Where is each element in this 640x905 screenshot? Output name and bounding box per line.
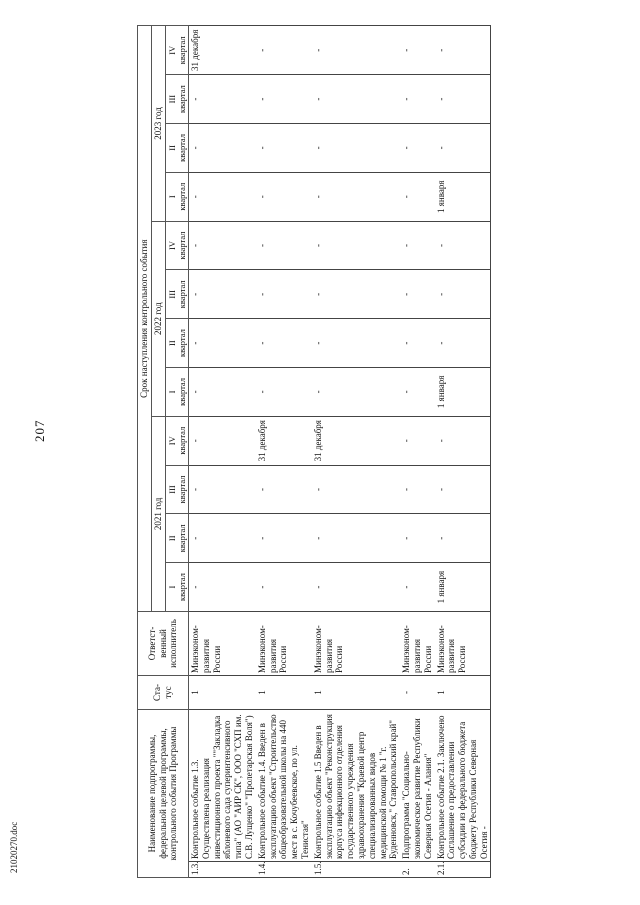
quarter-cell: - [435, 465, 491, 514]
row-number: 2.1. [435, 862, 491, 878]
quarter-word: квартал [176, 524, 187, 553]
file-name: 21020270.doc [9, 821, 19, 873]
quarter-number: IV [166, 241, 177, 250]
quarter-cell: - [312, 75, 400, 124]
quarter-cell: - [435, 221, 491, 270]
quarter-number: III [166, 485, 177, 494]
row-name: Контрольное событие 1.5 Введен в эксплуатацию объект "Реконструкция корпуса инфекционного отделения государственного учреждения здравоохранения "Краевой центр специализированных видов медицинской помощи № 1 "г. Буденновск," Ставропольский край" [312, 709, 400, 861]
quarter-cell: - [400, 514, 434, 563]
row-status: - [400, 675, 434, 709]
row-status: 1 [435, 675, 491, 709]
quarter-word: квартал [176, 377, 187, 406]
row-name: Подпрограмма "Социально-экономическое развитие Республики Северная Осетия - Алания" [400, 709, 434, 861]
quarter-cell: - [188, 172, 255, 221]
quarter-header [165, 124, 188, 173]
quarter-cell: - [400, 465, 434, 514]
header-name: Наименование подпрограммы, федеральной целевой программы, контрольного события Программы [138, 709, 189, 877]
quarter-cell: - [400, 319, 434, 368]
quarter-word: квартал [176, 231, 187, 260]
row-responsible: Минэконом-развития России [435, 611, 491, 675]
quarter-cell: - [188, 368, 255, 417]
control-events-table [137, 25, 491, 878]
quarter-header [165, 319, 188, 368]
quarter-cell: - [256, 75, 312, 124]
quarter-cell: - [400, 563, 434, 612]
quarter-header [165, 75, 188, 124]
table-row [312, 26, 400, 878]
quarter-header [165, 465, 188, 514]
quarter-cell: - [435, 416, 491, 465]
quarter-cell: - [256, 319, 312, 368]
header-term: Срок наступления контрольного события [138, 26, 152, 612]
row-responsible: Минэконом-развития России [188, 611, 255, 675]
quarter-number: IV [166, 436, 177, 446]
quarter-cell: - [256, 26, 312, 75]
quarter-cell: - [312, 465, 400, 514]
row-number: 1.5. [312, 862, 400, 878]
quarter-cell: - [312, 124, 400, 173]
quarter-number: II [166, 535, 177, 542]
quarter-number: I [166, 195, 177, 199]
quarter-cell: - [256, 563, 312, 612]
header-year-2023: 2023 год [151, 26, 165, 221]
quarter-cell: - [312, 514, 400, 563]
row-number: 1.4. [256, 862, 312, 878]
quarter-header [165, 563, 188, 612]
quarter-cell: - [188, 319, 255, 368]
row-name: Контрольное событие 1.4. Введен в эксплуатацию объект "Строительство общеобразовательной школы на 440 мест в с. Кочубеевское, по ул. Тенистая" [256, 709, 312, 861]
table-row [256, 26, 312, 878]
quarter-cell: - [256, 368, 312, 417]
table-body [188, 26, 491, 878]
quarter-cell: - [400, 416, 434, 465]
quarter-cell: - [400, 270, 434, 319]
quarter-cell: - [188, 124, 255, 173]
quarter-cell: - [188, 75, 255, 124]
quarter-cell: - [256, 172, 312, 221]
quarter-cell: - [435, 270, 491, 319]
quarter-cell: - [312, 270, 400, 319]
row-name: Контрольное событие 2.1. Заключено Соглашение о предоставлении субсидии из федерального бюджета бюджету Республики Северная Осетия - [435, 709, 491, 861]
quarter-cell: - [188, 270, 255, 319]
quarter-cell: - [312, 368, 400, 417]
quarter-cell: 31 декабря [188, 26, 255, 75]
quarter-header [165, 172, 188, 221]
quarter-cell: - [435, 124, 491, 173]
rotated-table-container [137, 26, 617, 878]
quarter-number: I [166, 390, 177, 394]
quarter-number: II [166, 340, 177, 346]
quarter-word: квартал [176, 85, 187, 114]
quarter-header [165, 368, 188, 417]
quarter-cell: - [400, 75, 434, 124]
quarter-cell: 1 января [435, 368, 491, 417]
header-year-2021: 2021 год [151, 416, 165, 611]
quarter-word: квартал [176, 280, 187, 309]
quarter-cell: - [188, 563, 255, 612]
table-row [188, 26, 255, 878]
quarter-cell: - [256, 124, 312, 173]
row-responsible: Минэконом-развития России [256, 611, 312, 675]
quarter-word: квартал [176, 133, 187, 162]
table-row [435, 26, 491, 878]
row-status: 1 [312, 675, 400, 709]
row-responsible: Минэконом-развития России [312, 611, 400, 675]
quarter-cell: - [188, 514, 255, 563]
quarter-cell: - [400, 368, 434, 417]
quarter-cell: - [435, 319, 491, 368]
quarter-cell: - [312, 319, 400, 368]
quarter-cell: - [188, 416, 255, 465]
row-number: 2. [400, 862, 434, 878]
row-status: 1 [256, 675, 312, 709]
quarter-cell: - [256, 270, 312, 319]
quarter-word: квартал [176, 475, 187, 504]
quarter-cell: 1 января [435, 563, 491, 612]
header-year-2022: 2022 год [151, 221, 165, 416]
row-name: Контрольное событие 1.3. Осуществлена реализация инвестиционного проекта ""Закладка яблоневого сада суперинтенсивного типа" (АО "АИР СК", ООО "СХП им. С.В. Лущенко" "Пролетарская Воля") [188, 709, 255, 861]
quarter-cell: - [256, 221, 312, 270]
quarter-header [165, 221, 188, 270]
quarter-number: III [166, 290, 177, 299]
quarter-cell: - [188, 221, 255, 270]
quarter-cell: - [312, 172, 400, 221]
quarter-header [165, 416, 188, 465]
table-row [400, 26, 434, 878]
quarter-word: квартал [176, 426, 187, 455]
row-responsible: Минэконом-развития России [400, 611, 434, 675]
header-responsible: Ответст- венный исполнитель [138, 611, 189, 675]
page-number: 207 [32, 419, 47, 442]
quarter-number: I [166, 585, 177, 589]
quarter-word: квартал [176, 329, 187, 358]
row-number: 1.3. [188, 862, 255, 878]
quarter-cell: 1 января [435, 172, 491, 221]
quarter-cell: 31 декабря [312, 416, 400, 465]
quarter-number: II [166, 145, 177, 151]
quarter-cell: - [312, 221, 400, 270]
quarter-cell: - [312, 563, 400, 612]
quarter-cell: - [312, 26, 400, 75]
quarter-word: квартал [176, 36, 187, 65]
quarter-number: IV [166, 45, 177, 55]
quarter-cell: - [256, 465, 312, 514]
row-status: 1 [188, 675, 255, 709]
quarter-cell: - [435, 514, 491, 563]
quarter-cell: - [256, 514, 312, 563]
quarter-header [165, 270, 188, 319]
quarter-cell: 31 декабря [256, 416, 312, 465]
quarter-cell: - [188, 465, 255, 514]
quarter-cell: - [400, 172, 434, 221]
quarter-header [165, 26, 188, 75]
header-status: Ста- тус [138, 675, 189, 709]
quarter-number: III [166, 94, 177, 104]
quarter-header [165, 514, 188, 563]
quarter-cell: - [435, 75, 491, 124]
quarter-cell: - [400, 26, 434, 75]
quarter-word: квартал [176, 182, 187, 211]
quarter-cell: - [400, 221, 434, 270]
quarter-cell: - [435, 26, 491, 75]
quarter-cell: - [400, 124, 434, 173]
quarter-word: квартал [176, 573, 187, 602]
